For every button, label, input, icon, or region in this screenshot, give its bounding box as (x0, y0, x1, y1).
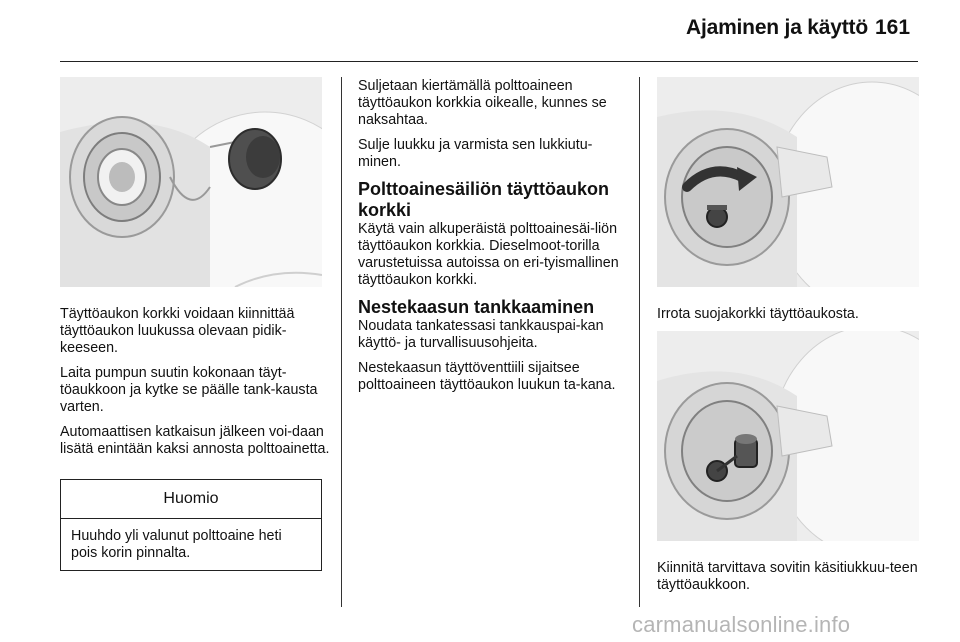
column-divider-2 (639, 77, 640, 607)
column-divider-1 (341, 77, 342, 607)
fuel-cap-holder-drawing (60, 77, 322, 287)
section-heading-lpg-refuel: Nestekaasun tankkaaminen (358, 297, 595, 317)
notice-box (60, 479, 322, 571)
page-number: 161 (875, 16, 911, 39)
header-title: Ajaminen ja käyttö (686, 16, 868, 39)
remove-cap-drawing (657, 77, 919, 287)
section-heading-fuel-cap: Polttoainesäiliön täyttöaukon korkki (358, 179, 610, 220)
notice-heading: Huomio (61, 480, 321, 519)
paragraph: Täyttöaukon korkki voidaan kiinnittää täyttöaukon luukussa olevaan pidik-keeseen. (60, 306, 295, 356)
right-caption-1 (657, 306, 927, 331)
paragraph: Automaattisen katkaisun jälkeen voi-daan lisätä enintään kaksi annosta polttoainetta. (60, 424, 330, 457)
paragraph: Laita pumpun suutin kokonaan täyt-töaukkoon ja kytke se päälle tank-kausta varten. (60, 365, 318, 415)
left-column-text (60, 306, 330, 466)
caption: Kiinnitä tarvittava sovitin käsitiukkuu-teen täyttöaukkoon. (657, 560, 918, 593)
paragraph: Noudata tankatessasi tankkauspai-kan käyttö- ja turvallisuusohjeita. (358, 318, 604, 351)
illustration-attach-adapter (657, 331, 919, 541)
paragraph: Suljetaan kiertämällä polttoaineen täyttöaukon korkkia oikealle, kunnes se naksahtaa. (358, 78, 607, 128)
watermark: carmanualsonline.info (632, 612, 851, 637)
header-rule (60, 61, 918, 62)
paragraph: Nestekaasun täyttöventtiili sijaitsee polttoaineen täyttöaukon luukun ta-kana. (358, 360, 616, 393)
paragraph: Käytä vain alkuperäistä polttoainesäi-liön täyttöaukon korkkia. Dieselmoot-torilla varustetuissa autoissa on eri-tyismallinen täyttöaukon korkki. (358, 221, 619, 288)
paragraph: Sulje luukku ja varmista sen lukkiutu-minen. (358, 137, 593, 170)
attach-adapter-drawing (657, 331, 919, 541)
caption: Irrota suojakorkki täyttöaukosta. (657, 306, 859, 322)
notice-text: Huuhdo yli valunut polttoaine heti pois korin pinnalta. (71, 528, 282, 561)
illustration-fuel-cap-holder (60, 77, 322, 287)
middle-column-text (358, 78, 630, 402)
illustration-remove-protective-cap (657, 77, 919, 287)
right-caption-2 (657, 560, 929, 602)
